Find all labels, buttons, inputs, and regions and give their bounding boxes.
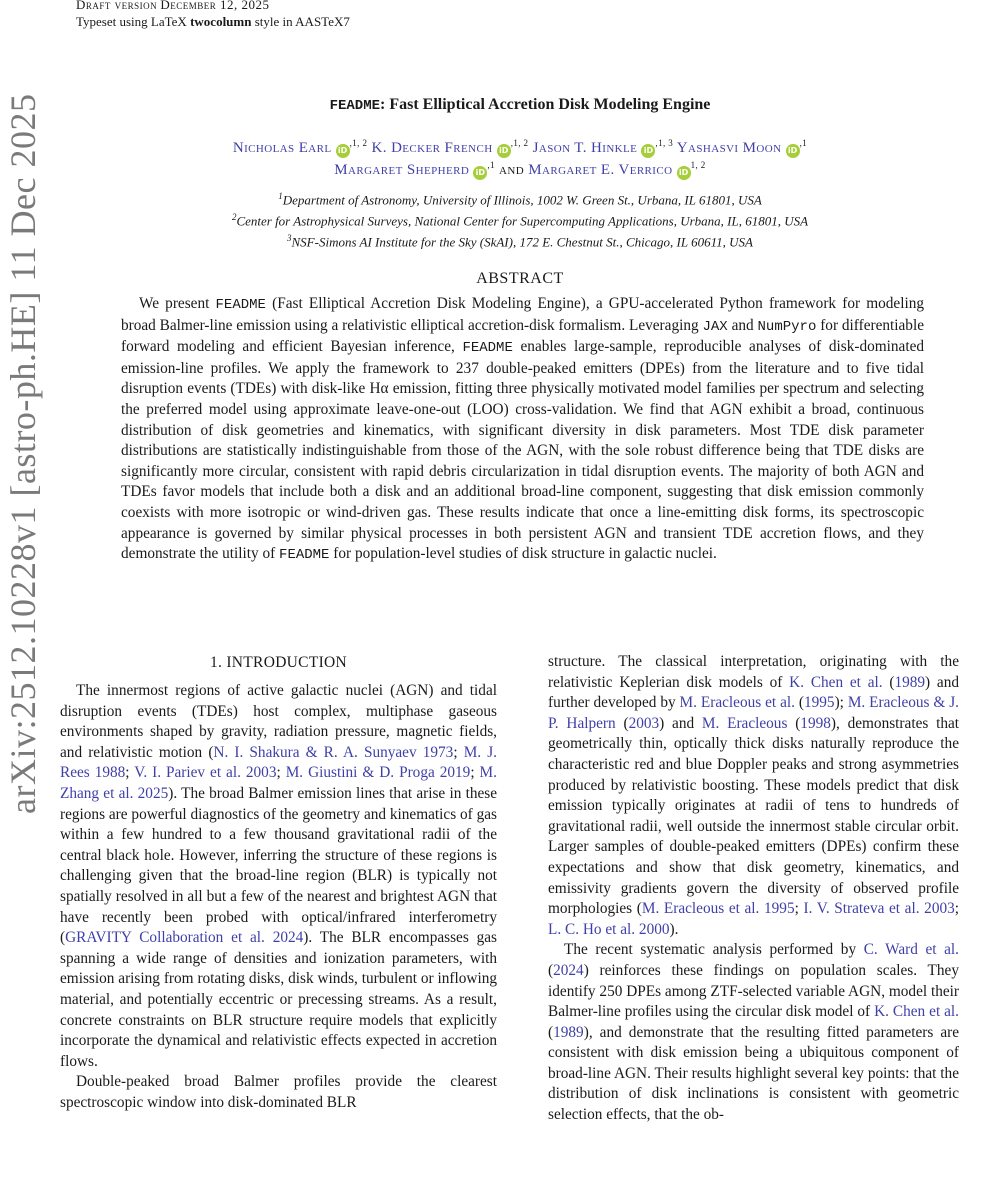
orcid-icon[interactable]: iD: [677, 166, 691, 180]
citation-year[interactable]: 1995: [803, 694, 835, 712]
author-name[interactable]: Yashasvi Moon: [676, 140, 782, 156]
citation-year[interactable]: 1989: [894, 673, 926, 691]
citation-year[interactable]: 1998: [800, 714, 831, 732]
citation-link[interactable]: C. Ward et al.: [863, 941, 959, 959]
intro-paragraph-3: The recent systematic analysis performed by C. Ward et al. (2024) reinforces these findings on population scales. They identify 250 DPEs among ZTF-selected variable AGN, model their Balmer-line profiles using the circular disk model of K. Chen et al. (1989), and demonstrate that the resulting fitted parameters are consistent with disk emission being a ubiquitous component of broad-line AGN. Their results highlight several key points: that the distribution of disk inclinations is consistent with geometric selection effects, that the ob-: [548, 941, 960, 1124]
author-list-line1: Nicholas Earl $iD^{,1, 2}$ K. Decker French $iD^{,1, 2}$ Jason T. Hinkle $iD^{,1, 3}$ Yashasvi Moon $iD^{,1}$: [232, 138, 808, 156]
orcid-icon[interactable]: iD: [497, 144, 511, 158]
left-column: [60, 681, 497, 1113]
intro-paragraph-2: Double-peaked broad Balmer profiles provide the clearest spectroscopic window into disk-dominated BLR: [60, 1073, 497, 1111]
citation-link[interactable]: M. Eracleous: [701, 714, 788, 732]
latex-logo: LaTeX: [150, 14, 187, 29]
orcid-icon[interactable]: iD: [641, 144, 655, 158]
affiliation-2: $^2$Center for Astrophysical Surveys, National Center for Supercomputing Applications, Urbana, IL, 61801, USA: [231, 212, 809, 229]
citation-link[interactable]: M. Zhang et al. 2025: [60, 764, 497, 802]
citation-year[interactable]: 1989: [553, 1023, 584, 1041]
citation-link[interactable]: M. Eracleous et al. 1995: [641, 900, 795, 918]
draft-line: Draft version December 12, 2025: [76, 0, 270, 12]
section-heading-introduction: 1. INTRODUCTION: [209, 654, 348, 671]
author-name[interactable]: Nicholas Earl: [232, 140, 332, 156]
citation-link[interactable]: N. I. Shakura & R. A. Sunyaev 1973: [213, 743, 454, 761]
author-name[interactable]: Jason T. Hinkle: [532, 140, 638, 156]
typeset-line: Typeset using LaTeX twocolumn style in AASTeX7: [76, 14, 350, 29]
author-list-line2: Margaret Shepherd $iD^{,1}$ and Margaret E. Verrico iD$^{1, 2}$: [334, 160, 706, 178]
abstract-heading: ABSTRACT: [476, 270, 564, 287]
and-word: and: [499, 162, 525, 178]
orcid-icon[interactable]: iD: [336, 144, 350, 158]
author-name[interactable]: Margaret Shepherd: [334, 162, 470, 178]
citation-link[interactable]: K. Chen et al.: [789, 673, 883, 691]
intro-paragraph-1: The innermost regions of active galactic nuclei (AGN) and tidal disruption events (TDEs) host complex, multiphase gaseous environments shaped by gravity, radiation pressure, magnetic fields, and relativistic motion (N. I. Shakura & R. A. Sunyaev 1973; M. J. Rees 1988; V. I. Pariev et al. 2003; M. Giustini & D. Proga 2019; M. Zhang et al. 2025). The broad Balmer emission lines that arise in these regions are powerful diagnostics of the geometry and kinematics of gas within a few hundred to a few thousand gravitational radii of the central black hole. However, inferring the structure of these regions is challenging given that the broad-line region (BLR) is typically not spatially resolved in all but a few of the nearest and brightest AGN that have recently been probed with optical/infrared interferometry (GRAVITY Collaboration et al. 2024). The BLR encompasses gas spanning a wide range of densities and ionization parameters, with emission arising from rotating disks, disk winds, turbulent or inflowing material, and potentially eccentric or precessing streams. As a result, concrete constraints on BLR structure require models that explicitly incorporate the dynamical and relativistic effects expected in accretion flows.: [60, 682, 497, 1070]
affiliation-1: $^1$Department of Astronomy, University of Illinois, 1002 W. Green St., Urbana, IL 61801, USA: [278, 191, 762, 208]
citation-link[interactable]: M. Eracleous et al.: [679, 694, 795, 712]
orcid-icon[interactable]: iD: [786, 144, 800, 158]
citation-link[interactable]: M. Eracleous & J. P. Halpern: [548, 694, 959, 732]
running-header: [76, 0, 350, 30]
citation-year[interactable]: 2024: [553, 961, 584, 979]
affiliation-3: $^3$NSF-Simons AI Institute for the Sky (SkAI), 172 E. Chestnut St., Chicago, IL 60611, USA: [287, 233, 753, 250]
citation-link[interactable]: K. Chen et al.: [874, 1003, 960, 1021]
author-name[interactable]: Margaret E. Verrico: [528, 162, 673, 178]
citation-link[interactable]: V. I. Pariev et al. 2003: [134, 764, 277, 782]
arxiv-stamp[interactable]: arXiv:2512.10228v1 [astro-ph.HE] 11 Dec 2025: [3, 93, 43, 814]
orcid-icon[interactable]: iD: [473, 166, 487, 180]
abstract-text: We present FEADME (Fast Elliptical Accretion Disk Modeling Engine), a GPU-accelerated Python framework for modeling broad Balmer-line emission using a relativistic elliptical accretion-disk formalism. Leveraging JAX and NumPyro for differentiable forward modeling and efficient Bayesian inference, FEADME enables large-sample, reproducible analyses of disk-dominated emission-line profiles. We apply the framework to 237 double-peaked emitters (DPEs) from the literature and to five tidal disruption events (TDEs) with disk-like Hα emission, fitting three physically motivated model families per spectrum and selecting the preferred model using approximate leave-one-out (LOO) cross-validation. We find that AGN exhibit a broad, continuous distribution of disk geometries and kinematics, with significant diversity in disk parameters. Most TDE disk parameter distributions are statistically indistinguishable from those of the AGN, with the sole robust difference being that TDE disks are significantly more circular, consistent with rapid debris circularization in tidal disruption events. The majority of both AGN and TDEs favor models that include both a disk and an additional broad-line component, suggesting that disk emission commonly coexists with more isotropic or wind-driven gas. These results indicate that once a line-emitting disk forms, its spectroscopic appearance is governed by similar physical processes in both persistent AGN and transient TDE accretion flows, and they demonstrate the utility of FEADME for population-level studies of disk structure in galactic nuclei.: [121, 295, 925, 564]
citation-link[interactable]: M. Giustini & D. Proga 2019: [285, 764, 471, 782]
right-column: [548, 652, 959, 1126]
paper-title: FEADME: Fast Elliptical Accretion Disk Modeling Engine: [329, 96, 711, 114]
citation-link[interactable]: GRAVITY Collaboration et al. 2024: [65, 929, 304, 947]
author-name[interactable]: K. Decker French: [371, 140, 493, 156]
citation-year[interactable]: 2003: [628, 714, 660, 732]
citation-link[interactable]: M. J. Rees 1988: [60, 743, 497, 782]
intro-paragraph-2-cont: structure. The classical interpretation, originating with the relativistic Keplerian disk models of K. Chen et al. (1989) and further developed by M. Eracleous et al. (1995); M. Eracleous & J. P. Halpern (2003) and M. Eracleous (1998), demonstrates that geometrically thin, optically thick disks naturally reproduce the characteristic red and blue Doppler peaks and strong asymmetries produced by relativistic boosting. These models predict that disk emission typically originates at radii of tens to hundreds of gravitational radii, well outside the innermost stable circular orbit. Larger samples of double-peaked emitters (DPEs) confirm these expectations and show that disk geometry, kinematics, and emissivity gradients govern the diversity of observed profile morphologies (M. Eracleous et al. 1995; I. V. Strateva et al. 2003; L. C. Ho et al. 2000).: [548, 653, 960, 938]
citation-link[interactable]: I. V. Strateva et al. 2003: [803, 900, 955, 918]
citation-link[interactable]: L. C. Ho et al. 2000: [548, 920, 670, 938]
